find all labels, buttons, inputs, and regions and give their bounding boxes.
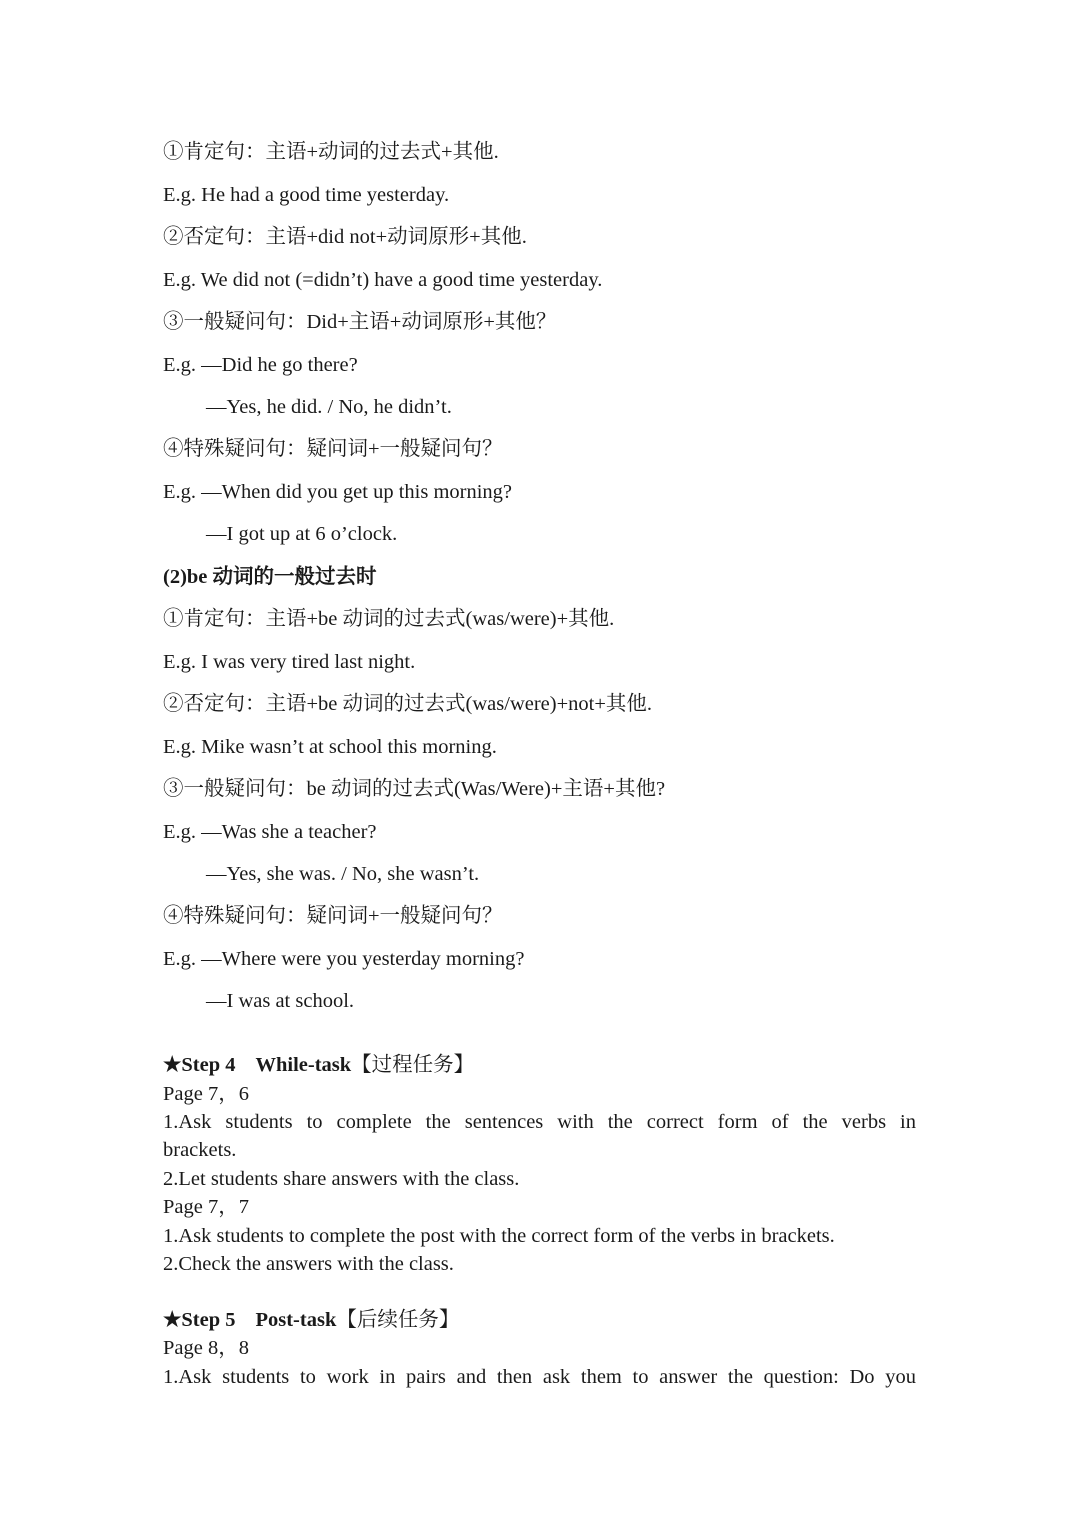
step4-a1-line2: brackets.	[163, 1139, 237, 1161]
be-yesno-rule: ③一般疑问句：be 动词的过去式(Was/Were)+主语+其他?	[163, 778, 666, 800]
be-affirmative-example: E.g. I was very tired last night.	[163, 651, 416, 673]
step5-name: Post-task	[255, 1309, 337, 1331]
did-wh-example-a: —I got up at 6 o’clock.	[206, 523, 398, 545]
did-yesno-example-a: —Yes, he did. / No, he didn’t.	[206, 396, 452, 418]
be-affirmative-rule: ①肯定句：主语+be 动词的过去式(was/were)+其他.	[163, 608, 615, 630]
did-affirmative-example: E.g. He had a good time yesterday.	[163, 184, 450, 206]
be-wh-example-a: —I was at school.	[206, 990, 355, 1012]
did-yesno-rule: ③一般疑问句：Did+主语+动词原形+其他？	[163, 311, 557, 333]
be-wh-rule: ④特殊疑问句：疑问词+一般疑问句？	[163, 905, 503, 927]
be-negative-rule: ②否定句：主语+be 动词的过去式(was/were)+not+其他.	[163, 693, 653, 715]
be-yesno-example-a: —Yes, she was. / No, she wasn’t.	[206, 863, 480, 885]
step4-page-a: Page 7，6	[163, 1083, 249, 1105]
step5-a1-line1: 1.Ask students to work in pairs and then ask them to answer the question: Do you	[163, 1366, 916, 1388]
did-negative-rule: ②否定句：主语+did not+动词原形+其他.	[163, 226, 527, 248]
step4-cn: 【过程任务】	[351, 1054, 475, 1076]
step4-b2: 2.Check the answers with the class.	[163, 1253, 454, 1275]
step5-label: ★Step 5	[163, 1309, 236, 1331]
be-wh-example-q: E.g. —Where were you yesterday morning?	[163, 948, 525, 970]
did-affirmative-rule: ①肯定句：主语+动词的过去式+其他.	[163, 141, 499, 163]
step4-page-b: Page 7，7	[163, 1196, 249, 1218]
step4-heading	[163, 1052, 474, 1078]
step4-name: While-task	[255, 1054, 352, 1076]
did-yesno-example-q: E.g. —Did he go there?	[163, 354, 358, 376]
did-wh-rule: ④特殊疑问句：疑问词+一般疑问句？	[163, 438, 503, 460]
be-verb-heading: (2)be 动词的一般过去时	[163, 566, 377, 588]
be-yesno-example-q: E.g. —Was she a teacher?	[163, 821, 377, 843]
step4-label: ★Step 4	[163, 1054, 236, 1076]
step4-b1: 1.Ask students to complete the post with the correct form of the verbs in brackets.	[163, 1225, 835, 1247]
step5-heading	[163, 1307, 459, 1333]
step5-page-a: Page 8，8	[163, 1337, 249, 1359]
step5-cn: 【后续任务】	[336, 1309, 460, 1331]
did-negative-example: E.g. We did not (=didn’t) have a good time yesterday.	[163, 269, 603, 291]
did-wh-example-q: E.g. —When did you get up this morning?	[163, 481, 513, 503]
step4-a1-line1: 1.Ask students to complete the sentences with the correct form of the verbs in	[163, 1111, 916, 1133]
step4-a2: 2.Let students share answers with the class.	[163, 1168, 520, 1190]
be-negative-example: E.g. Mike wasn’t at school this morning.	[163, 736, 497, 758]
